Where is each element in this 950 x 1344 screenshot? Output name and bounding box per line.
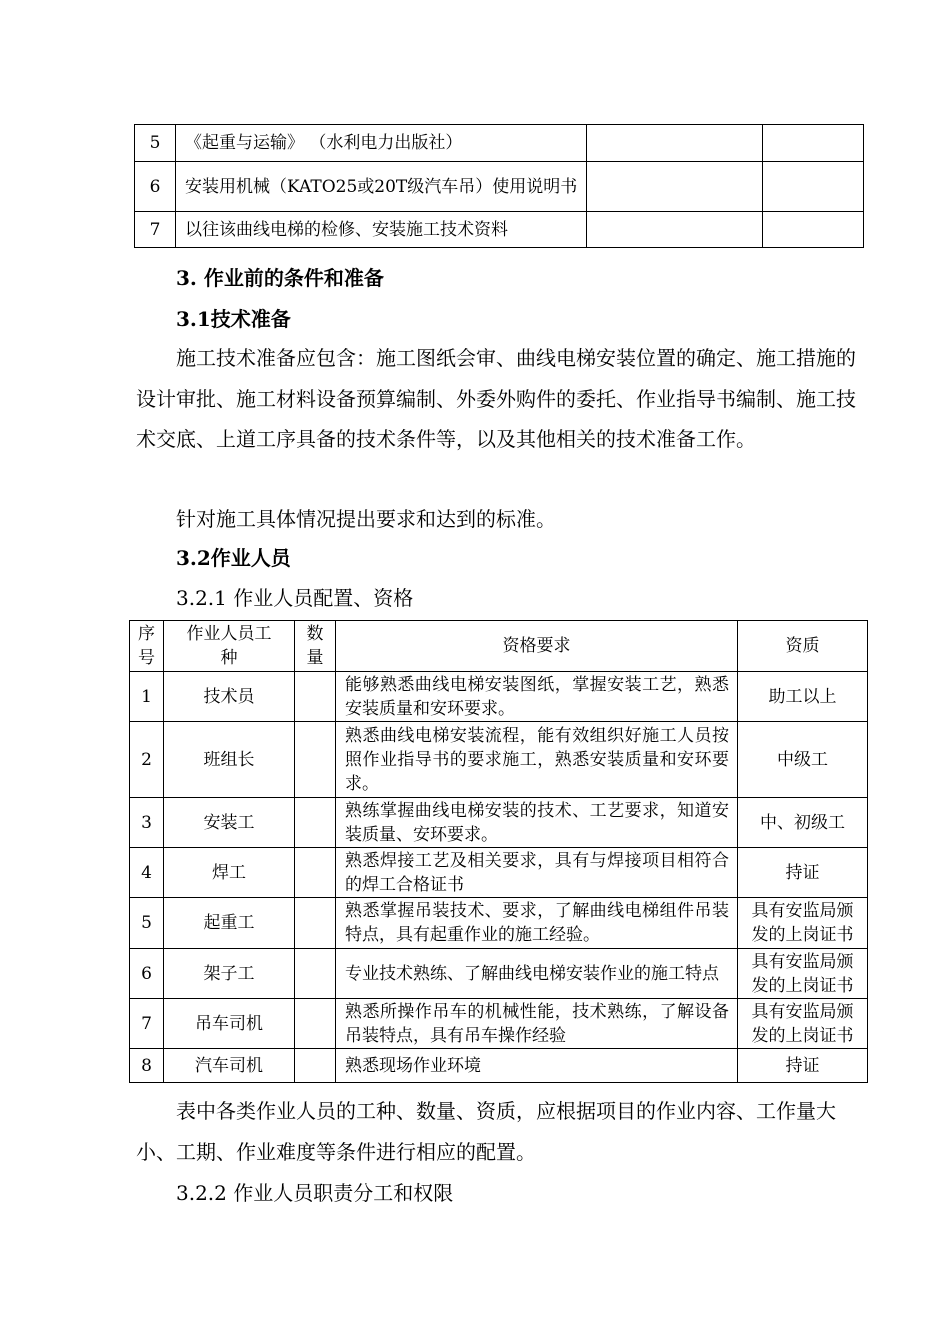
row-qty — [295, 722, 336, 798]
row-type: 安装工 — [164, 798, 295, 848]
row-req: 熟悉曲线电梯安装流程，能有效组织好施工人员按照作业指导书的要求施工，熟悉安装质量和安环要求。 — [336, 722, 738, 798]
ref-empty-cell — [763, 212, 864, 248]
table-row — [135, 125, 864, 162]
row-qty — [295, 949, 336, 999]
row-qual: 中级工 — [738, 722, 868, 798]
table-row — [130, 898, 868, 949]
table-row — [130, 1049, 868, 1083]
standards-paragraph: 针对施工具体情况提出要求和达到的标准。 — [176, 507, 556, 531]
staff-config-paragraph: 表中各类作业人员的工种、数量、资质，应根据项目的作业内容、工作量大小、工期、作业难度等条件进行相应的配置。 — [136, 1099, 836, 1164]
ref-no: 6 — [135, 162, 176, 212]
row-qty — [295, 898, 336, 949]
header-qual: 资质 — [738, 621, 868, 672]
row-no: 4 — [130, 848, 164, 898]
row-qty — [295, 848, 336, 898]
row-no: 3 — [130, 798, 164, 848]
table-row — [130, 999, 868, 1049]
row-req: 熟练掌握曲线电梯安装的技术、工艺要求，知道安装质量、安环要求。 — [336, 798, 738, 848]
table-row — [130, 798, 868, 848]
table-row — [130, 949, 868, 999]
row-qual: 具有安监局颁发的上岗证书 — [738, 898, 868, 949]
table-row — [130, 672, 868, 722]
section-3-2-1-heading: 3.2.1 作业人员配置、资格 — [176, 586, 414, 610]
table-row — [135, 212, 864, 248]
row-no: 7 — [130, 999, 164, 1049]
ref-no: 7 — [135, 212, 176, 248]
ref-no: 5 — [135, 125, 176, 162]
header-no: 序号 — [130, 621, 164, 672]
staff-table — [129, 620, 868, 1083]
row-req: 熟悉现场作业环境 — [336, 1049, 738, 1083]
section-3-heading: 3. 作业前的条件和准备 — [176, 266, 384, 290]
row-qual: 持证 — [738, 848, 868, 898]
row-qty — [295, 999, 336, 1049]
row-no: 6 — [130, 949, 164, 999]
row-qual: 助工以上 — [738, 672, 868, 722]
row-type: 技术员 — [164, 672, 295, 722]
row-qty — [295, 672, 336, 722]
row-no: 8 — [130, 1049, 164, 1083]
section-3-2-2-heading: 3.2.2 作业人员职责分工和权限 — [176, 1181, 454, 1205]
row-qual: 具有安监局颁发的上岗证书 — [738, 999, 868, 1049]
table-row — [130, 848, 868, 898]
tech-prep-paragraph: 施工技术准备应包含：施工图纸会审、曲线电梯安装位置的确定、施工措施的设计审批、施工材料设备预算编制、外委外购件的委托、作业指导书编制、施工技术交底、上道工序具备的技术条件等，以及其他相关的技术准备工作。 — [136, 346, 856, 451]
row-type: 架子工 — [164, 949, 295, 999]
row-req: 专业技术熟练、了解曲线电梯安装作业的施工特点 — [336, 949, 738, 999]
header-qty: 数量 — [295, 621, 336, 672]
ref-empty-cell — [763, 125, 864, 162]
row-type: 班组长 — [164, 722, 295, 798]
row-qual: 持证 — [738, 1049, 868, 1083]
row-type: 吊车司机 — [164, 999, 295, 1049]
ref-text: 安装用机械（KATO25或20T级汽车吊）使用说明书 — [176, 162, 587, 212]
section-3-1-heading: 3.1技术准备 — [176, 307, 291, 331]
table-row — [130, 722, 868, 798]
header-req: 资格要求 — [336, 621, 738, 672]
row-req: 熟悉所操作吊车的机械性能，技术熟练，了解设备吊装特点，具有吊车操作经验 — [336, 999, 738, 1049]
ref-empty-cell — [763, 162, 864, 212]
row-qual: 具有安监局颁发的上岗证书 — [738, 949, 868, 999]
row-no: 2 — [130, 722, 164, 798]
row-qty — [295, 1049, 336, 1083]
row-req: 熟悉掌握吊装技术、要求，了解曲线电梯组件吊装特点，具有起重作业的施工经验。 — [336, 898, 738, 949]
ref-empty-cell — [587, 162, 763, 212]
ref-empty-cell — [587, 212, 763, 248]
ref-text: 《起重与运输》 （水利电力出版社） — [176, 125, 587, 162]
row-qty — [295, 798, 336, 848]
row-req: 能够熟悉曲线电梯安装图纸，掌握安装工艺，熟悉安装质量和安环要求。 — [336, 672, 738, 722]
row-type: 汽车司机 — [164, 1049, 295, 1083]
row-no: 5 — [130, 898, 164, 949]
section-3-2-heading: 3.2作业人员 — [176, 546, 291, 570]
ref-empty-cell — [587, 125, 763, 162]
row-type: 焊工 — [164, 848, 295, 898]
table-header-row — [130, 621, 868, 672]
ref-text: 以往该曲线电梯的检修、安装施工技术资料 — [176, 212, 587, 248]
row-qual: 中、初级工 — [738, 798, 868, 848]
row-type: 起重工 — [164, 898, 295, 949]
reference-table — [134, 124, 864, 248]
header-type: 作业人员工种 — [164, 621, 295, 672]
row-no: 1 — [130, 672, 164, 722]
row-req: 熟悉焊接工艺及相关要求，具有与焊接项目相符合的焊工合格证书 — [336, 848, 738, 898]
table-row — [135, 162, 864, 212]
